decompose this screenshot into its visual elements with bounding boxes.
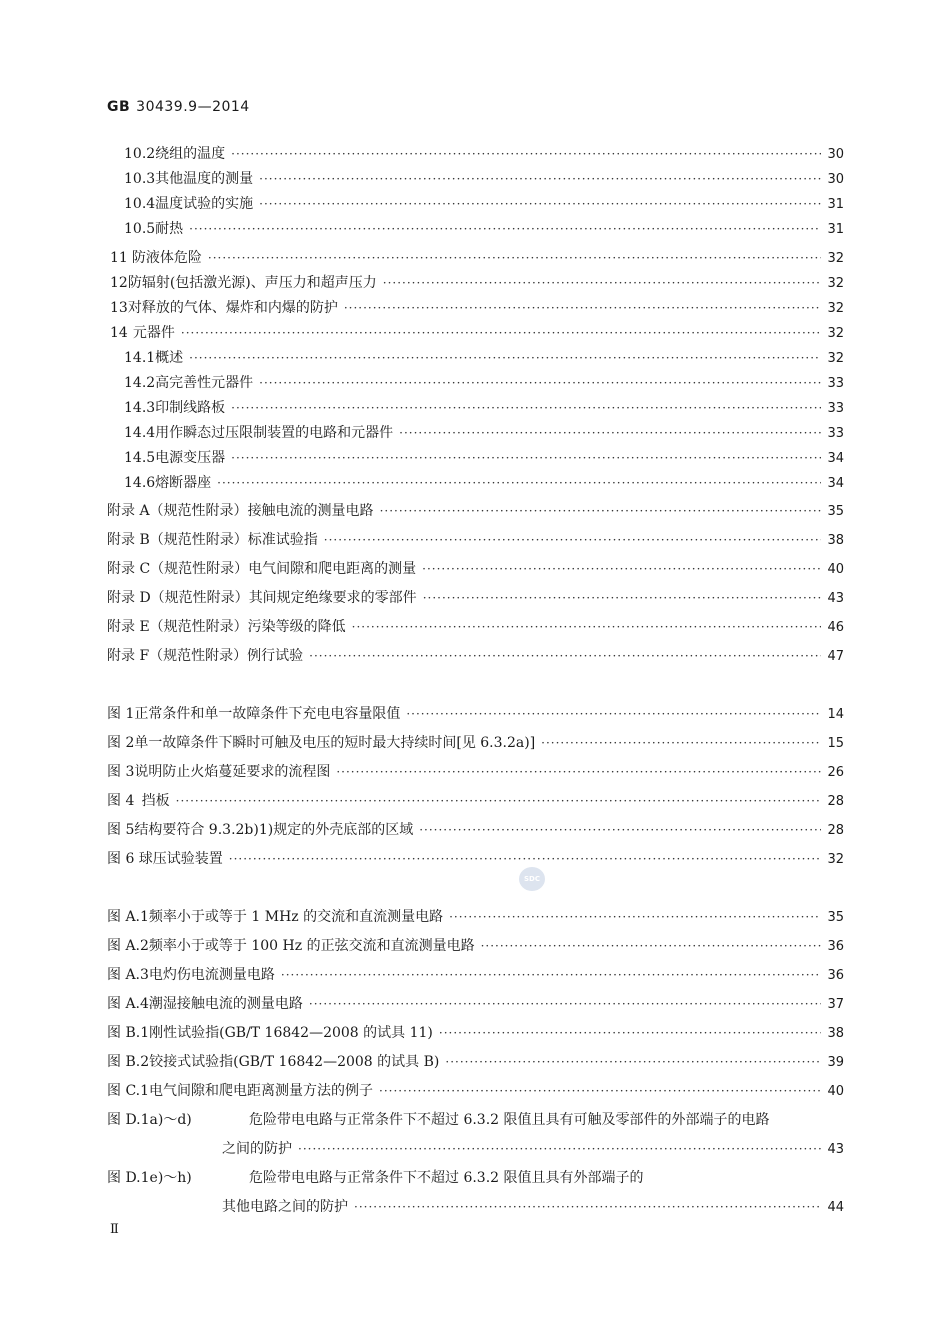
toc-page: 32	[827, 852, 844, 867]
toc-page: 37	[827, 997, 844, 1012]
toc-entry[interactable]	[124, 448, 844, 469]
toc-number: 图 D.1a)～d)	[107, 1112, 192, 1128]
toc-number: 图 6	[107, 851, 135, 867]
toc-leader	[379, 1081, 821, 1101]
toc-title: 其间规定绝缘要求的零部件	[248, 590, 417, 606]
toc-page: 14	[827, 707, 844, 722]
toc-title: 单一故障条件下瞬时可触及电压的短时最大持续时间[见 6.3.2a)]	[134, 735, 536, 751]
toc-leader	[217, 473, 821, 493]
toc-page: 28	[827, 823, 844, 838]
toc-number: 10.4	[124, 196, 156, 212]
toc-number: 图 A.3	[107, 967, 149, 983]
toc-leader	[231, 448, 821, 468]
toc-leader	[423, 588, 822, 608]
toc-page: 40	[827, 1084, 844, 1099]
toc-title: 对释放的气体、爆炸和内爆的防护	[127, 300, 338, 316]
toc-number: 图 5	[107, 822, 135, 838]
toc-page: 28	[827, 794, 844, 809]
toc-title: 铰接式试验指(GB/T 16842—2008 的试具 B)	[149, 1054, 440, 1070]
toc-page: 33	[827, 401, 844, 416]
toc-title: 标准试验指	[247, 532, 318, 548]
toc-page: 35	[827, 504, 844, 519]
toc-figure-entry[interactable]	[107, 1052, 844, 1073]
toc-leader	[208, 248, 822, 268]
toc-page: 40	[827, 562, 844, 577]
toc-page: 46	[827, 620, 844, 635]
toc-leader	[354, 1197, 821, 1217]
toc-page: 47	[827, 649, 844, 664]
toc-number: 11	[110, 250, 128, 266]
toc-page: 34	[827, 476, 844, 491]
toc-page: 31	[827, 197, 844, 212]
toc-number: 14.4	[124, 425, 156, 441]
toc-page: 43	[827, 591, 844, 606]
toc-number: 附录 F（规范性附录）	[107, 648, 248, 664]
toc-entry[interactable]	[124, 423, 844, 444]
toc-entry[interactable]	[124, 473, 844, 494]
toc-title: 高完善性元器件	[155, 375, 254, 391]
toc-annex-entry[interactable]	[107, 646, 844, 667]
toc-title: 熔断器座	[155, 475, 212, 491]
toc-entry[interactable]	[124, 373, 844, 394]
toc-title: 电气间隙和爬电距离的测量	[248, 561, 417, 577]
toc-number: 12	[110, 275, 128, 291]
document-header	[107, 99, 250, 115]
toc-leader	[309, 646, 821, 666]
toc-number: 14.3	[124, 400, 156, 416]
page-number: Ⅱ	[110, 1222, 119, 1237]
toc-leader	[445, 1052, 821, 1072]
toc-leader	[259, 373, 821, 393]
toc-leader	[352, 617, 822, 637]
toc-figure-entry-first-line[interactable]	[107, 1168, 844, 1188]
toc-title: 绕组的温度	[155, 146, 226, 162]
toc-leader	[309, 994, 822, 1014]
toc-number: 图 B.2	[107, 1054, 150, 1070]
toc-page: 39	[827, 1055, 844, 1070]
toc-page: 33	[827, 376, 844, 391]
toc-entry[interactable]	[124, 219, 844, 240]
toc-title: 结构要符合 9.3.2b)1)规定的外壳底部的区域	[134, 822, 414, 838]
toc-page: 32	[827, 251, 844, 266]
toc-figure-entry[interactable]	[107, 907, 844, 928]
toc-leader	[383, 273, 822, 293]
toc-leader	[449, 907, 821, 927]
toc-page: 15	[827, 736, 844, 751]
toc-number: 图 A.2	[107, 938, 149, 954]
toc-leader	[259, 169, 821, 189]
toc-number: 附录 B（规范性附录）	[107, 532, 248, 548]
toc-annex-entry[interactable]	[107, 617, 844, 638]
toc-number: 图 A.1	[107, 909, 149, 925]
toc-number: 14.5	[124, 450, 156, 466]
toc-title: 球压试验装置	[138, 851, 223, 867]
toc-figure-entry[interactable]	[107, 791, 844, 812]
toc-leader	[189, 348, 821, 368]
toc-page: 30	[827, 147, 844, 162]
toc-entry[interactable]	[124, 144, 844, 165]
toc-annex-entry[interactable]	[107, 559, 844, 580]
toc-number: 图 C.1	[107, 1083, 150, 1099]
toc-title: 刚性试验指(GB/T 16842—2008 的试具 11)	[149, 1025, 433, 1041]
toc-entry[interactable]	[124, 194, 844, 215]
toc-page: 34	[827, 451, 844, 466]
toc-number: 图 D.1e)～h)	[107, 1170, 192, 1186]
toc-leader	[176, 791, 822, 811]
toc-leader	[231, 398, 821, 418]
toc-figure-entry-continuation[interactable]	[222, 1139, 844, 1160]
toc-leader	[189, 219, 821, 239]
toc-title: 温度试验的实施	[155, 196, 254, 212]
toc-leader	[324, 530, 822, 550]
toc-figure-entry[interactable]	[107, 820, 844, 841]
toc-title: 例行试验	[247, 648, 304, 664]
toc-figure-entry[interactable]	[107, 994, 844, 1015]
toc-figure-entry[interactable]	[107, 704, 844, 725]
toc-title: 危险带电电路与正常条件下不超过 6.3.2 限值且具有外部端子的	[249, 1170, 644, 1186]
toc-title: 概述	[155, 350, 184, 366]
toc-number: 图 B.1	[107, 1025, 150, 1041]
toc-page: 32	[827, 326, 844, 341]
toc-title: 接触电流的测量电路	[247, 503, 374, 519]
toc-number: 附录 D（规范性附录）	[107, 590, 249, 606]
toc-title: 频率小于或等于 100 Hz 的正弦交流和直流测量电路	[148, 938, 475, 954]
toc-title: 耐热	[155, 221, 184, 237]
standard-prefix: GB	[107, 99, 131, 115]
toc-annex-entry[interactable]	[107, 530, 844, 551]
toc-page: 36	[827, 939, 844, 954]
toc-number: 14	[110, 325, 128, 341]
toc-number: 14.1	[124, 350, 156, 366]
toc-annex-entry[interactable]	[107, 501, 844, 522]
toc-title: 挡板	[141, 793, 170, 809]
toc-entry[interactable]	[110, 323, 844, 344]
toc-figure-entry[interactable]	[107, 1081, 844, 1102]
toc-title: 其他温度的测量	[155, 171, 254, 187]
toc-number: 图 4	[107, 793, 135, 809]
toc-number: 图 2	[107, 735, 135, 751]
toc-leader	[344, 298, 822, 318]
toc-title: 污染等级的降低	[247, 619, 346, 635]
toc-page: 32	[827, 301, 844, 316]
toc-leader	[406, 704, 821, 724]
toc-figure-entry[interactable]	[107, 849, 844, 870]
toc-number: 10.3	[124, 171, 156, 187]
toc-leader	[229, 849, 822, 869]
toc-page: 35	[827, 910, 844, 925]
toc-page: 38	[827, 533, 844, 548]
toc-title: 电灼伤电流测量电路	[148, 967, 275, 983]
toc-number: 附录 A（规范性附录）	[107, 503, 248, 519]
toc-title: 危险带电电路与正常条件下不超过 6.3.2 限值且具有可触及零部件的外部端子的电路	[249, 1112, 770, 1128]
toc-leader	[259, 194, 821, 214]
toc-number: 附录 E（规范性附录）	[107, 619, 248, 635]
toc-page: 32	[827, 276, 844, 291]
toc-number: 图 A.4	[107, 996, 149, 1012]
toc-figure-entry[interactable]	[107, 936, 844, 957]
toc-page: 31	[827, 222, 844, 237]
toc-number: 图 1	[107, 706, 135, 722]
toc-page: 44	[827, 1200, 844, 1215]
toc-title: 元器件	[132, 325, 175, 341]
toc-leader	[281, 965, 822, 985]
toc-entry[interactable]	[124, 348, 844, 369]
toc-figure-entry[interactable]	[107, 965, 844, 986]
toc-leader	[422, 559, 821, 579]
toc-entry[interactable]	[124, 398, 844, 419]
toc-page: 30	[827, 172, 844, 187]
toc-page: 33	[827, 426, 844, 441]
toc-title: 防液体危险	[131, 250, 202, 266]
toc-number: 14.6	[124, 475, 156, 491]
toc-title: 之间的防护	[222, 1141, 292, 1157]
toc-figure-entry[interactable]	[107, 733, 844, 754]
toc-figure-entry[interactable]	[107, 762, 844, 783]
toc-leader	[541, 733, 821, 753]
toc-page: 36	[827, 968, 844, 983]
toc-number: 10.2	[124, 146, 156, 162]
standard-code: 30439.9—2014	[136, 99, 250, 115]
toc-page: 38	[827, 1026, 844, 1041]
toc-title: 印制线路板	[155, 400, 226, 416]
toc-page: 26	[827, 765, 844, 780]
toc-page: 32	[827, 351, 844, 366]
toc-title: 说明防止火焰蔓延要求的流程图	[134, 764, 331, 780]
toc-leader	[298, 1139, 821, 1159]
toc-leader	[439, 1023, 822, 1043]
toc-entry[interactable]	[110, 273, 844, 294]
toc-number: 10.5	[124, 221, 156, 237]
toc-leader	[380, 501, 822, 521]
toc-leader	[399, 423, 821, 443]
toc-leader	[336, 762, 821, 782]
toc-number: 14.2	[124, 375, 156, 391]
toc-title: 用作瞬态过压限制装置的电路和元器件	[155, 425, 394, 441]
toc-leader	[481, 936, 822, 956]
toc-annex-entry[interactable]	[107, 588, 844, 609]
toc-entry[interactable]	[110, 248, 844, 269]
toc-leader	[419, 820, 821, 840]
toc-number: 图 3	[107, 764, 135, 780]
watermark-logo: SDC	[519, 867, 545, 891]
toc-title: 电源变压器	[155, 450, 226, 466]
toc-title: 潮湿接触电流的测量电路	[148, 996, 303, 1012]
toc-title: 电气间隙和爬电距离测量方法的例子	[149, 1083, 374, 1099]
toc-entry[interactable]	[124, 169, 844, 190]
toc-number: 附录 C（规范性附录）	[107, 561, 249, 577]
toc-figure-entry-first-line[interactable]	[107, 1110, 844, 1130]
toc-figure-entry[interactable]	[107, 1023, 844, 1044]
toc-leader	[231, 144, 821, 164]
toc-figure-entry-continuation[interactable]	[222, 1197, 844, 1218]
toc-title: 正常条件和单一故障条件下充电电容量限值	[134, 706, 401, 722]
toc-number: 13	[110, 300, 128, 316]
toc-entry[interactable]	[110, 298, 844, 319]
toc-title: 防辐射(包括激光源)、声压力和超声压力	[127, 275, 377, 291]
toc-leader	[181, 323, 822, 343]
toc-title: 其他电路之间的防护	[222, 1199, 348, 1215]
toc-title: 频率小于或等于 1 MHz 的交流和直流测量电路	[148, 909, 444, 925]
toc-page: 43	[827, 1142, 844, 1157]
